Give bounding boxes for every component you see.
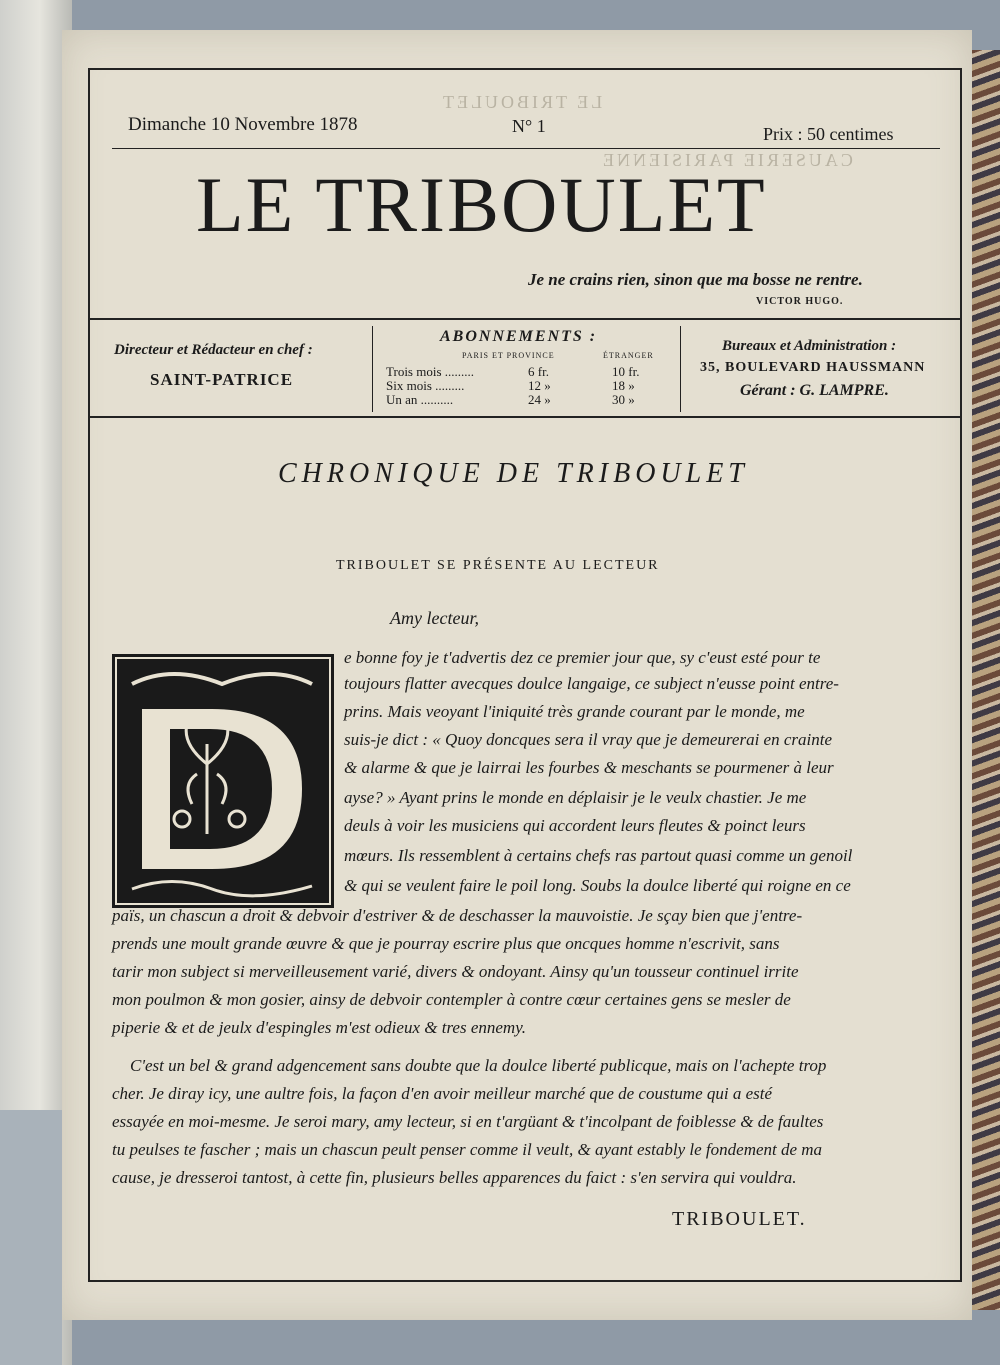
article-subheading: TRIBOULET SE PRÉSENTE AU LECTEUR: [336, 558, 660, 573]
sub-row-label: Trois mois .........: [386, 364, 475, 379]
subscriptions-col-foreign: ÉTRANGER: [603, 351, 654, 360]
bleed-through-header: LE TRIBOULET: [440, 92, 603, 112]
sub-row-foreign: 30 »: [612, 392, 635, 407]
article-salutation: Amy lecteur,: [390, 608, 479, 628]
editor-label: Directeur et Rédacteur en chef :: [114, 342, 313, 358]
article-line: essayée en moi-mesme. Je seroi mary, amy lecteur, si en t'argüant & t'incolpant de foiblesse & de faultes: [112, 1112, 824, 1131]
article-line: e bonne foy je t'advertis dez ce premier jour que, sy c'eust esté pour te: [344, 648, 821, 667]
subscriptions-title: ABONNEMENTS :: [440, 328, 598, 345]
sub-row-paris: 24 »: [528, 392, 551, 407]
sub-row-paris: 12 »: [528, 378, 551, 393]
article-line: prins. Mais veoyant l'iniquité très grande courant par le monde, me: [344, 702, 805, 721]
article-line: deuls à voir les musiciens qui accordent leurs fleutes & poinct leurs: [344, 816, 806, 835]
administration-label: Bureaux et Administration :: [722, 338, 897, 354]
sub-row-paris: 6 fr.: [528, 364, 549, 379]
issue-date: Dimanche 10 Novembre 1878: [128, 114, 358, 135]
article-line: & alarme & que je lairrai les fourbes & meschants se pourmener à leur: [344, 758, 834, 777]
info-divider-left: [372, 326, 373, 412]
article-line: mœurs. Ils ressemblent à certains chefs ras partout quasi comme un genoil: [344, 846, 853, 865]
article-line: cause, je dresseroi tantost, à cette fin, plusieurs belles apparences du faict : s'en servira qui vouldra.: [112, 1168, 797, 1187]
article-signature: TRIBOULET.: [672, 1208, 807, 1230]
issue-price: Prix : 50 centimes: [763, 124, 894, 144]
sub-row-label: Un an ..........: [386, 392, 454, 407]
sub-row-foreign: 10 fr.: [612, 364, 640, 379]
article-line: prends une moult grande œuvre & que je pourray escrire plus que oncques homme n'escrivit, sans: [112, 934, 780, 953]
editor-name: SAINT-PATRICE: [150, 370, 294, 389]
sub-row-label: Six mois .........: [386, 378, 465, 393]
decorated-initial-d: [112, 654, 334, 908]
article-line: tarir mon subject si merveilleusement varié, divers & ondoyant. Ainsy qu'un tousseur continuel irrite: [112, 962, 799, 981]
article-heading: CHRONIQUE DE TRIBOULET: [278, 458, 749, 489]
article-line: mon poulmon & mon gosier, ainsy de debvoir contempler à contre cœur certaines gens se mesler de: [112, 990, 791, 1009]
masthead-title: LE TRIBOULET: [196, 161, 767, 248]
article-line: tu peulses te fascher ; mais un chascun peult penser comme il veult, & ayant estably le fondement de ma: [112, 1140, 823, 1159]
sub-row-foreign: 18 »: [612, 378, 635, 393]
article-line: suis-je dict : « Quoy doncques sera il vray que je demeurerai en crainte: [344, 730, 832, 749]
article-line: cher. Je diray icy, une aultre fois, la façon d'en avoir meilleur marché que de coustume qui a esté: [112, 1084, 773, 1103]
masthead-rule: [88, 318, 962, 320]
header-rule: [112, 148, 940, 149]
article-line: toujours flatter avecques doulce langaige, ce subject n'eusse point entre-: [344, 674, 839, 693]
article-line: C'est un bel & grand adgencement sans doubte que la doulce liberté publicque, mais on l'achepte trop: [130, 1056, 827, 1075]
background-surface: [0, 1110, 62, 1365]
administration-manager: Gérant : G. LAMPRE.: [740, 382, 889, 399]
info-divider-right: [680, 326, 681, 412]
subscriptions-col-paris: PARIS ET PROVINCE: [462, 351, 555, 360]
article-line: païs, un chascun a droit & debvoir d'estriver & de deschasser la mauvoistie. Je sçay bien que j'entre-: [112, 906, 803, 925]
administration-address: 35, BOULEVARD HAUSSMANN: [700, 360, 926, 375]
motto-author: VICTOR HUGO.: [756, 296, 844, 307]
info-band-rule: [88, 416, 962, 418]
bleed-through-heading: CAUSERIE PARISIENNE: [600, 150, 853, 170]
article-line: & qui se veulent faire le poil long. Soubs la doulce liberté qui roigne en ce: [344, 876, 851, 895]
article-line: piperie & et de jeulx d'espingles m'est odieux & tres ennemy.: [112, 1018, 527, 1037]
issue-number: N° 1: [512, 116, 546, 136]
ornament-drop-cap-icon: [112, 654, 334, 908]
article-line: ayse? » Ayant prins le monde en déplaisir je le veulx chastier. Je me: [344, 788, 807, 807]
masthead-motto: Je ne crains rien, sinon que ma bosse ne rentre.: [528, 270, 863, 289]
